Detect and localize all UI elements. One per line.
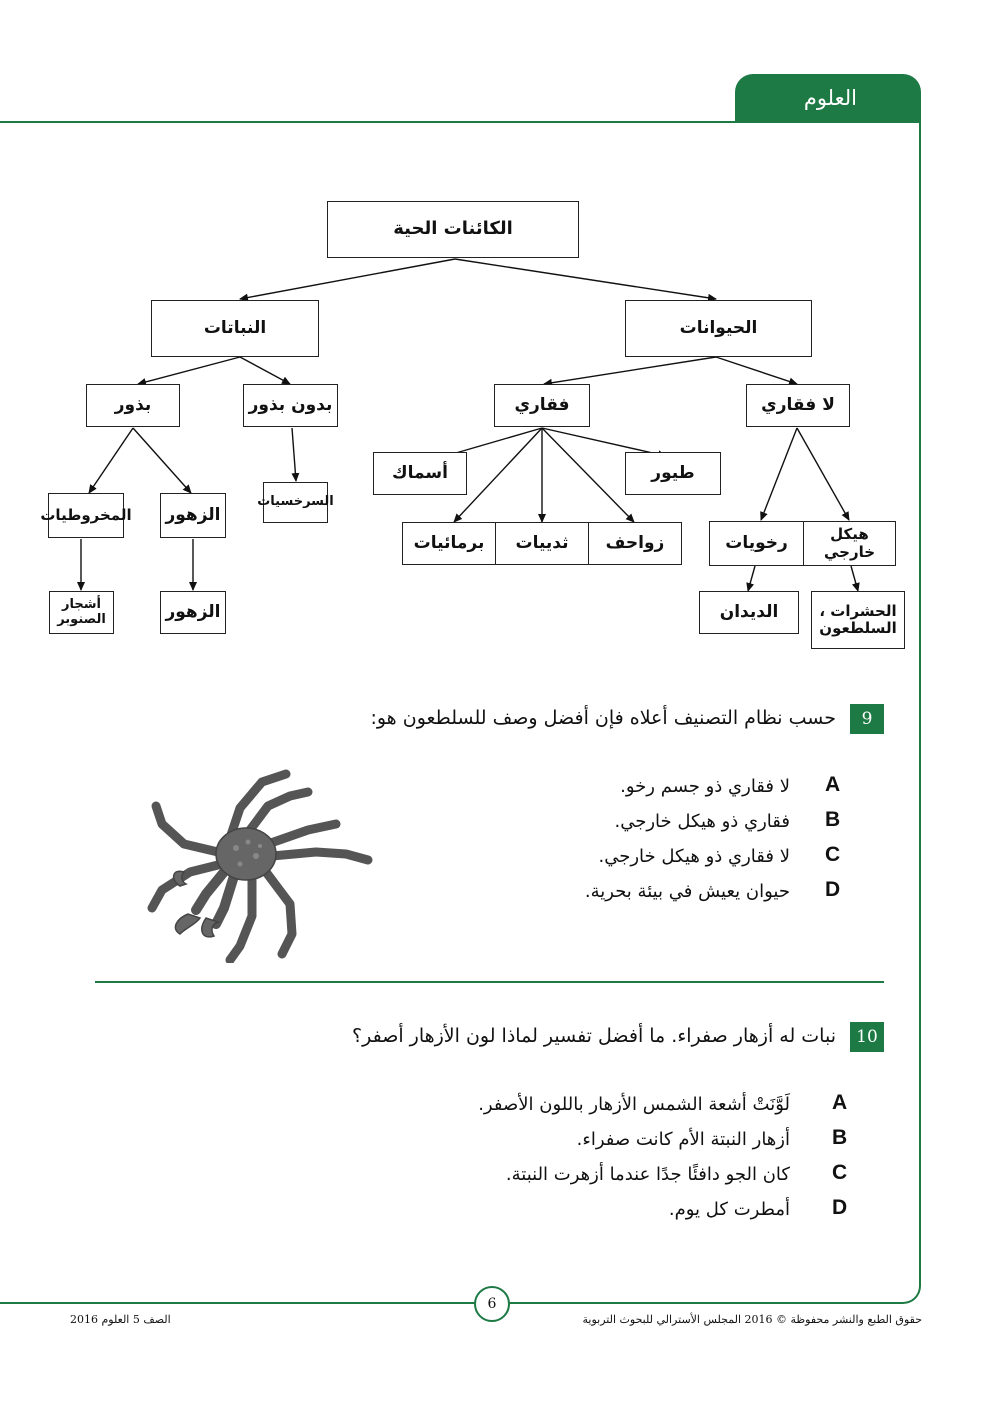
- q9-option-b-letter: B: [825, 808, 841, 831]
- q9-option-d-letter: D: [825, 878, 841, 901]
- q10-option-d-letter: D: [832, 1196, 848, 1219]
- tree-amphibians: برمائيات: [402, 522, 496, 565]
- tree-flowers-example: الزهور: [160, 591, 226, 634]
- tree-ferns: السرخسيات: [263, 482, 328, 523]
- q9-option-b[interactable]: فقاري ذو هيكل خارجي.: [614, 811, 790, 832]
- tree-root-living-things: الكائنات الحية: [327, 201, 579, 258]
- tree-flowers: الزهور: [160, 493, 226, 538]
- tree-reptiles: زواحف: [588, 522, 682, 565]
- q9-option-c-letter: C: [825, 843, 841, 866]
- footer-grade: الصف 5 العلوم 2016: [70, 1313, 171, 1326]
- q10-option-a[interactable]: لَوَّنَتْ أشعة الشمس الأزهار باللون الأصفر.: [478, 1094, 790, 1115]
- tree-insects-crabs: الحشرات ، السلطعون: [811, 591, 905, 649]
- tree-exoskeleton: هيكل خارجي: [803, 521, 896, 566]
- q10-option-b[interactable]: أزهار النبتة الأم كانت صفراء.: [576, 1129, 790, 1150]
- tree-seeds: بذور: [86, 384, 180, 427]
- footer-copyright: حقوق الطبع والنشر محفوظة © 2016 المجلس الأسترالي للبحوث التربوية: [582, 1313, 922, 1326]
- tree-plants: النباتات: [151, 300, 319, 357]
- q10-option-b-letter: B: [832, 1126, 848, 1149]
- q10-option-d[interactable]: أمطرت كل يوم.: [668, 1199, 790, 1220]
- question-9-text: حسب نظام التصنيف أعلاه فإن أفضل وصف للسلطعون هو:: [370, 707, 836, 729]
- tree-fish: أسماك: [373, 452, 467, 495]
- question-9-number: 9: [850, 704, 884, 734]
- q9-option-c[interactable]: لا فقاري ذو هيكل خارجي.: [598, 846, 790, 867]
- subject-title: العلوم: [803, 86, 857, 110]
- tree-birds: طيور: [625, 452, 721, 495]
- q10-option-c-letter: C: [832, 1161, 848, 1184]
- q10-option-c[interactable]: كان الجو دافئًا جدًا عندما أزهرت النبتة.: [505, 1164, 790, 1185]
- tree-vertebrates: فقاري: [494, 384, 590, 427]
- tree-pine-trees: أشجار الصنوبر: [49, 591, 114, 634]
- q10-option-a-letter: A: [832, 1091, 848, 1114]
- tree-animals: الحيوانات: [625, 300, 812, 357]
- q9-option-a-letter: A: [825, 773, 841, 796]
- tree-worms: الديدان: [699, 591, 799, 634]
- tree-mammals: ثدييات: [495, 522, 589, 565]
- tree-no-seeds: بدون بذور: [243, 384, 338, 427]
- page-number: 6: [474, 1286, 510, 1322]
- tree-invertebrates: لا فقاري: [746, 384, 850, 427]
- tree-molluscs: رخويات: [709, 521, 804, 566]
- q9-option-d[interactable]: حيوان يعيش في بيئة بحرية.: [584, 881, 790, 902]
- section-divider: [95, 981, 884, 983]
- crab-image: [140, 768, 380, 963]
- question-10-text: نبات له أزهار صفراء. ما أفضل تفسير لماذا لون الأزهار أصفر؟: [352, 1025, 836, 1047]
- question-10-number: 10: [850, 1022, 884, 1052]
- q9-option-a[interactable]: لا فقاري ذو جسم رخو.: [620, 776, 790, 797]
- tree-cones: المخروطيات: [48, 493, 124, 538]
